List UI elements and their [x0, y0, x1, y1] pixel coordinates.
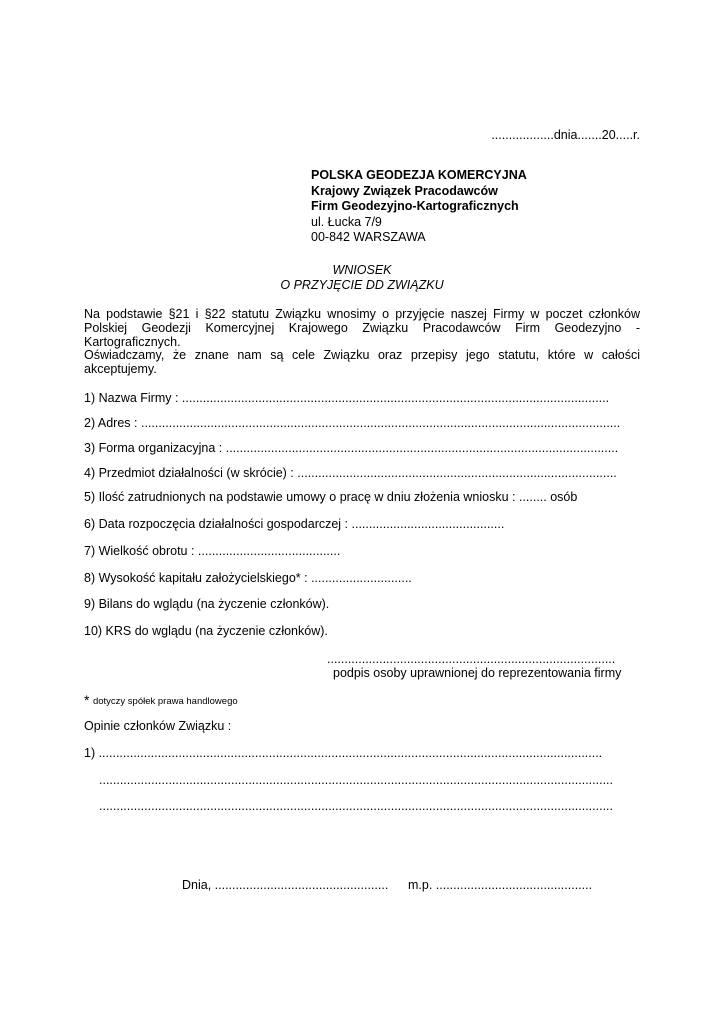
field-organization-form: 3) Forma organizacyjna : .................................................................................................................: [84, 441, 619, 455]
opinion-line-2: ....................................................................................................................................................: [99, 773, 613, 787]
intro-paragraph: Na podstawie §21 i §22 statutu Związku wnosimy o przyjęcie naszej Firmy w poczet członków Polskiej Geodezji Komercyjnej Krajowego Związku Pracodawców Firm Geodezyjno - Kartograficznych.: [84, 307, 640, 349]
declaration-paragraph: Oświadczamy, że znane nam są cele Związku oraz przepisy jego statutu, które w całości akceptujemy.: [84, 348, 640, 376]
recipient-city: 00-842 WARSZAWA: [311, 230, 426, 244]
field-start-date: 6) Data rozpoczęcia działalności gospodarczej : ............................................: [84, 517, 505, 531]
opinion-line-3: ....................................................................................................................................................: [99, 799, 613, 813]
recipient-name: POLSKA GEODEZJA KOMERCYJNA: [311, 168, 527, 182]
recipient-subtitle-2: Firm Geodezyjno-Kartograficznych: [311, 199, 519, 213]
opinions-label: Opinie członków Związku :: [84, 719, 232, 733]
document-subtitle: O PRZYJĘCIE DD ZWIĄZKU: [280, 278, 444, 292]
field-business-scope: 4) Przedmiot działalności (w skrócie) : ............................................................................................: [84, 466, 617, 480]
signature-line: ...................................................................................: [327, 652, 616, 666]
bottom-stamp: m.p. .............................................: [408, 878, 593, 892]
bottom-date: Dnia, ..................................................: [182, 878, 389, 892]
field-share-capital: 8) Wysokość kapitału założycielskiego* : .............................: [84, 571, 412, 585]
field-balance-sheet: 9) Bilans do wglądu (na życzenie członków).: [84, 597, 330, 611]
field-company-name: 1) Nazwa Firmy : ...........................................................................................................................: [84, 391, 610, 405]
footnote-text: dotyczy spółek prawa handlowego: [92, 696, 238, 707]
field-employees: 5) Ilość zatrudnionych na podstawie umowy o pracę w dniu złożenia wniosku : ........ osób: [84, 490, 578, 504]
document-title: WNIOSEK: [332, 263, 392, 277]
field-krs: 10) KRS do wglądu (na życzenie członków).: [84, 624, 328, 638]
field-turnover: 7) Wielkość obrotu : .........................................: [84, 544, 341, 558]
field-address: 2) Adres : ..........................................................................................................................................: [84, 416, 621, 430]
opinion-line-1: 1) .................................................................................................................................................: [84, 746, 603, 760]
signature-label: podpis osoby uprawnionej do reprezentowania firmy: [333, 666, 622, 680]
recipient-subtitle: Krajowy Związek Pracodawców: [311, 183, 498, 198]
recipient-street: ul. Łucka 7/9: [311, 214, 382, 229]
footnote: [84, 692, 238, 708]
date-line: ..................dnia.......20.....r.: [491, 128, 640, 142]
recipient-address: [311, 168, 527, 246]
footnote-mark: *: [84, 692, 90, 708]
